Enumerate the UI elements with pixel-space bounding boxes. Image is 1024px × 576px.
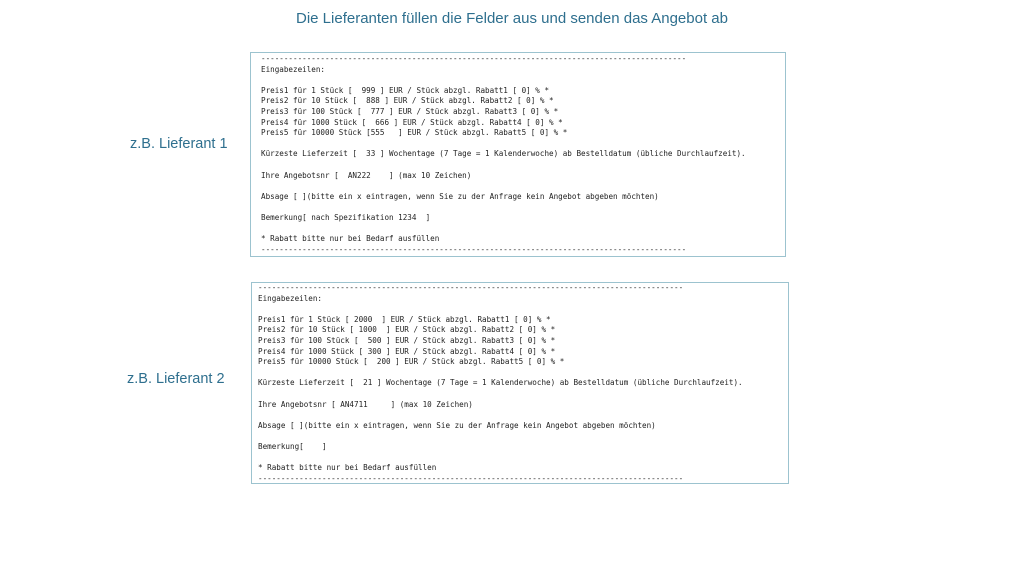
form-line: Kürzeste Lieferzeit [ 33 ] Wochentage (7 Tage = 1 Kalenderwoche) ab Bestelldatum (übliche Durchlaufzeit). (261, 149, 746, 159)
form-line: Preis2 für 10 Stück [ 1000 ] EUR / Stück abzgl. Rabatt2 [ 0] % * (258, 325, 556, 335)
form-line: Eingabezeilen: (261, 64, 326, 74)
form-line (261, 181, 746, 192)
supplier-2-form (251, 282, 789, 484)
form-line (258, 410, 743, 421)
supplier-2-form-text (258, 283, 743, 484)
form-line: Preis1 für 1 Stück [ 2000 ] EUR / Stück abzgl. Rabatt1 [ 0] % * (258, 314, 551, 324)
form-line (258, 453, 743, 464)
form-line: Preis5 für 10000 Stück [ 200 ] EUR / Stück abzgl. Rabatt5 [ 0] % * (258, 357, 565, 367)
supplier-2-label: z.B. Lieferant 2 (127, 371, 225, 387)
form-line (261, 75, 746, 86)
form-line (258, 389, 743, 400)
form-line: Preis5 für 10000 Stück [555 ] EUR / Stück abzgl. Rabatt5 [ 0] % * (261, 128, 568, 138)
form-line: Bemerkung[ nach Spezifikation 1234 ] (261, 212, 431, 222)
form-line: Preis4 für 1000 Stück [ 666 ] EUR / Stück abzgl. Rabatt4 [ 0] % * (261, 117, 563, 127)
form-line: * Rabatt bitte nur bei Bedarf ausfüllen (258, 463, 437, 473)
form-separator-line: --------------------------------------------------------------------------------------------- (258, 473, 684, 483)
form-line (261, 202, 746, 213)
form-separator-line: --------------------------------------------------------------------------------------------- (258, 283, 684, 292)
form-separator-line: --------------------------------------------------------------------------------------------- (261, 54, 687, 63)
form-line (258, 304, 743, 315)
form-line: Absage [ ](bitte ein x eintragen, wenn Sie zu der Anfrage kein Angebot abgeben möchten) (261, 191, 659, 201)
form-line: Preis1 für 1 Stück [ 999 ] EUR / Stück abzgl. Rabatt1 [ 0] % * (261, 85, 550, 95)
form-line: Preis4 für 1000 Stück [ 300 ] EUR / Stück abzgl. Rabatt4 [ 0] % * (258, 346, 556, 356)
form-line: Ihre Angebotsnr [ AN4711 ] (max 10 Zeichen) (258, 399, 473, 409)
form-line: Bemerkung[ ] (258, 441, 327, 451)
form-line (261, 160, 746, 171)
form-line (261, 139, 746, 150)
form-line: Eingabezeilen: (258, 293, 323, 303)
form-line: Kürzeste Lieferzeit [ 21 ] Wochentage (7 Tage = 1 Kalenderwoche) ab Bestelldatum (übliche Durchlaufzeit). (258, 378, 743, 388)
form-line: Preis2 für 10 Stück [ 888 ] EUR / Stück abzgl. Rabatt2 [ 0] % * (261, 96, 554, 106)
form-line: Preis3 für 100 Stück [ 500 ] EUR / Stück abzgl. Rabatt3 [ 0] % * (258, 335, 556, 345)
form-line (258, 368, 743, 379)
supplier-1-form (250, 52, 786, 257)
form-line: * Rabatt bitte nur bei Bedarf ausfüllen (261, 234, 440, 244)
form-line (258, 431, 743, 442)
slide-title: Die Lieferanten füllen die Felder aus und senden das Angebot ab (296, 10, 728, 27)
form-line: Absage [ ](bitte ein x eintragen, wenn Sie zu der Anfrage kein Angebot abgeben möchten) (258, 420, 656, 430)
form-line: Ihre Angebotsnr [ AN222 ] (max 10 Zeichen) (261, 170, 472, 180)
supplier-1-form-text (261, 54, 746, 255)
form-line (261, 224, 746, 235)
supplier-1-label: z.B. Lieferant 1 (130, 136, 228, 152)
form-line: Preis3 für 100 Stück [ 777 ] EUR / Stück abzgl. Rabatt3 [ 0] % * (261, 106, 559, 116)
form-separator-line: --------------------------------------------------------------------------------------------- (261, 244, 687, 254)
